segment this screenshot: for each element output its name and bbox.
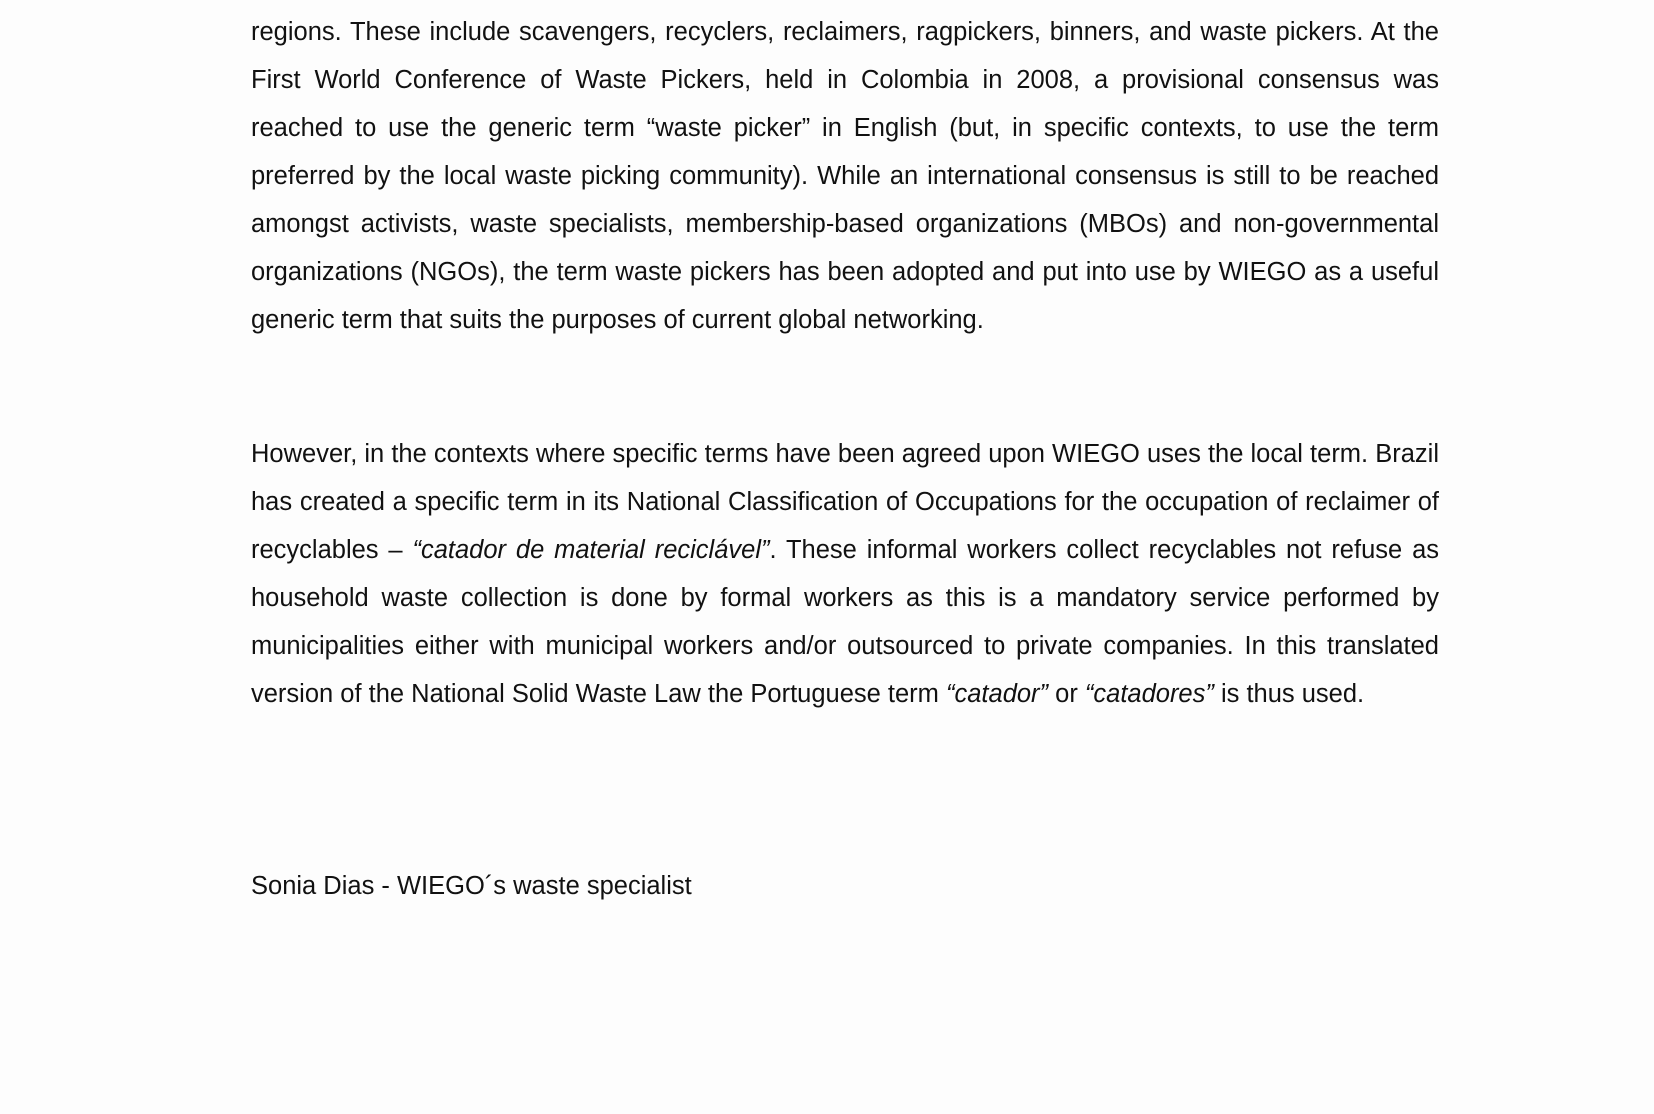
para2-italic-catador: “catador” [946, 680, 1049, 708]
document-page [251, 0, 1439, 1114]
para2-text-part2: . These informal workers collect recyclables not refuse as household waste collection is done by formal workers as this is a mandatory service performed by municipalities either with municipal workers and/or outsourced to private companies. In this translated version of the National Solid Waste Law the Portuguese term [251, 536, 1439, 708]
para2-text-part1: However, in the contexts where specific terms have been agreed upon WIEGO uses the local term. Brazil has created a specific term in its National Classification of Occupations for the occupation of reclaimer of recyclables – [251, 440, 1439, 564]
para2-text-part4: is thus used. [1213, 680, 1365, 708]
paragraph-brazil-catador-term [251, 430, 1439, 718]
para2-italic-catador-de-material: “catador de material reciclável” [412, 536, 770, 564]
para2-italic-catadores: “catadores” [1084, 680, 1214, 708]
signature-line: Sonia Dias - WIEGO´s waste specialist [251, 872, 692, 900]
para2-text-part3: or [1048, 680, 1085, 708]
paragraph-waste-picker-terminology: regions. These include scavengers, recyclers, reclaimers, ragpickers, binners, and waste pickers. At the First World Conference of Waste Pickers, held in Colombia in 2008, a provisional consensus was reached to use the generic term “waste picker” in English (but, in specific contexts, to use the term preferred by the local waste picking community). While an international consensus is still to be reached amongst activists, waste specialists, membership-based organizations (MBOs) and non-governmental organizations (NGOs), the term waste pickers has been adopted and put into use by WIEGO as a useful generic term that suits the purposes of current global networking. [251, 18, 1439, 334]
